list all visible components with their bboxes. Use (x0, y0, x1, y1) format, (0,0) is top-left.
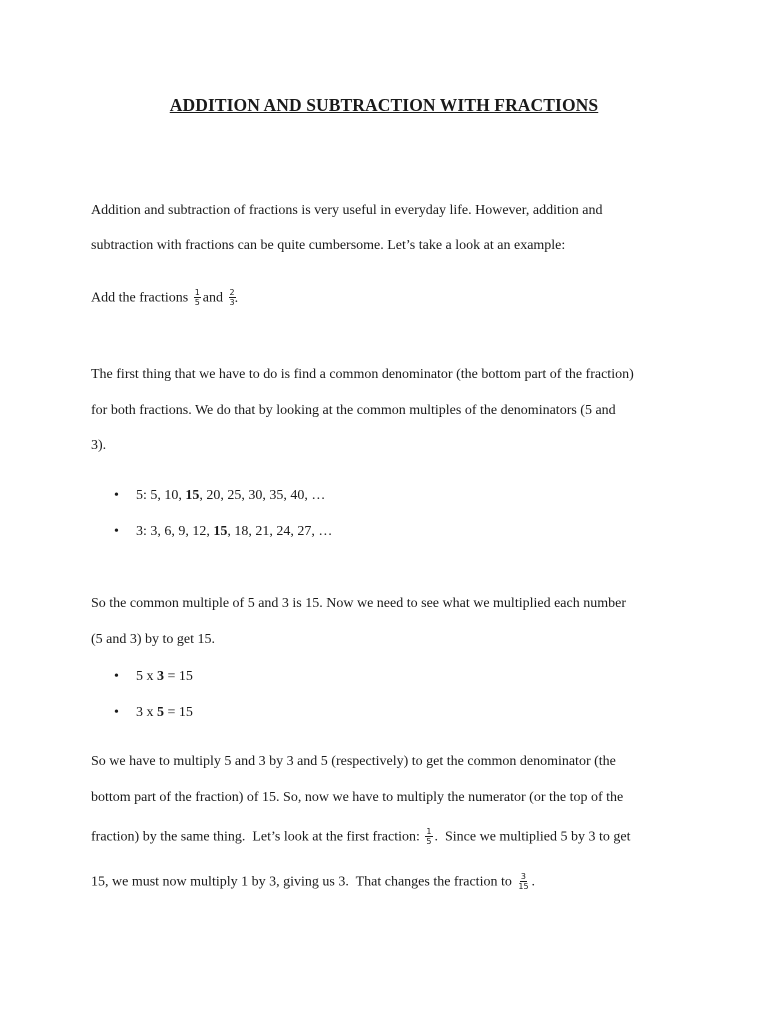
fraction-denominator: 3 (229, 298, 235, 307)
fraction-three-fifteenths (517, 872, 529, 891)
multiples-text: 5: 5, 10, (136, 488, 186, 503)
product-bold: 5 (157, 705, 164, 720)
multiples-text: 3: 3, 6, 9, 12, (136, 524, 214, 539)
example-prefix: Add the fractions (91, 290, 189, 306)
bullet-icon: • (114, 524, 119, 539)
fraction-numerator: 1 (194, 288, 200, 297)
step3-line-1: So we have to multiply 5 and 3 by 3 and 5 (respectively) to get the common denominator (the (91, 754, 616, 769)
product-text: = 15 (164, 669, 193, 684)
step3-line-3-prefix: fraction) by the same thing. Let’s look at the first fraction: (91, 829, 424, 845)
example-joiner: and (202, 290, 224, 306)
step2-line-2: (5 and 3) by to get 15. (91, 632, 216, 647)
products-list-item (114, 669, 193, 685)
step3-line-4 (91, 873, 535, 892)
intro-line-1: Addition and subtraction of fractions is very useful in everyday life. However, addition and (91, 203, 603, 218)
example-suffix: . (234, 290, 239, 306)
fraction-two-thirds (229, 288, 236, 307)
product-text: = 15 (164, 705, 193, 720)
step2-line-1: So the common multiple of 5 and 3 is 15. Now we need to see what we multiplied each number (91, 596, 626, 611)
step1-line-1: The first thing that we have to do is find a common denominator (the bottom part of the fraction) (91, 367, 634, 382)
fraction-denominator: 5 (194, 298, 200, 307)
multiples-list-item (114, 488, 325, 504)
fraction-numerator: 2 (229, 288, 235, 297)
multiples-text: , 18, 21, 24, 27, … (227, 524, 333, 539)
products-list-item (114, 705, 193, 721)
step3-line-4-prefix: 15, we must now multiply 1 by 3, giving us 3. That changes the fraction to (91, 874, 516, 890)
fraction-denominator: 5 (426, 837, 432, 846)
multiples-text: , 20, 25, 30, 35, 40, … (199, 488, 326, 503)
step3-line-2: bottom part of the fraction) of 15. So, now we have to multiply the numerator (or the top of the (91, 790, 624, 805)
fraction-denominator: 15 (518, 882, 529, 891)
product-text: 3 x (136, 705, 157, 720)
step3-line-4-suffix: . (531, 874, 536, 890)
document-title: ADDITION AND SUBTRACTION WITH FRACTIONS (169, 95, 599, 115)
intro-line-2: subtraction with fractions can be quite cumbersome. Let’s take a look at an example: (91, 238, 566, 253)
fraction-numerator: 3 (520, 872, 526, 881)
step1-line-3: 3). (91, 438, 107, 453)
product-text: 5 x (136, 669, 157, 684)
bullet-icon: • (114, 488, 119, 503)
step3-line-3-suffix: . Since we multiplied 5 by 3 to get (434, 829, 631, 845)
step3-line-3 (91, 828, 630, 847)
fraction-one-fifth (194, 288, 201, 307)
product-bold: 3 (157, 669, 164, 684)
multiples-bold: 15 (213, 524, 228, 539)
multiples-bold: 15 (185, 488, 200, 503)
fraction-numerator: 1 (426, 827, 432, 836)
bullet-icon: • (114, 705, 119, 720)
example-line (91, 289, 238, 308)
step1-line-2: for both fractions. We do that by looking at the common multiples of the denominators (5 and (91, 403, 616, 418)
bullet-icon: • (114, 669, 119, 684)
fraction-one-fifth (425, 827, 432, 846)
multiples-list-item (114, 524, 332, 540)
